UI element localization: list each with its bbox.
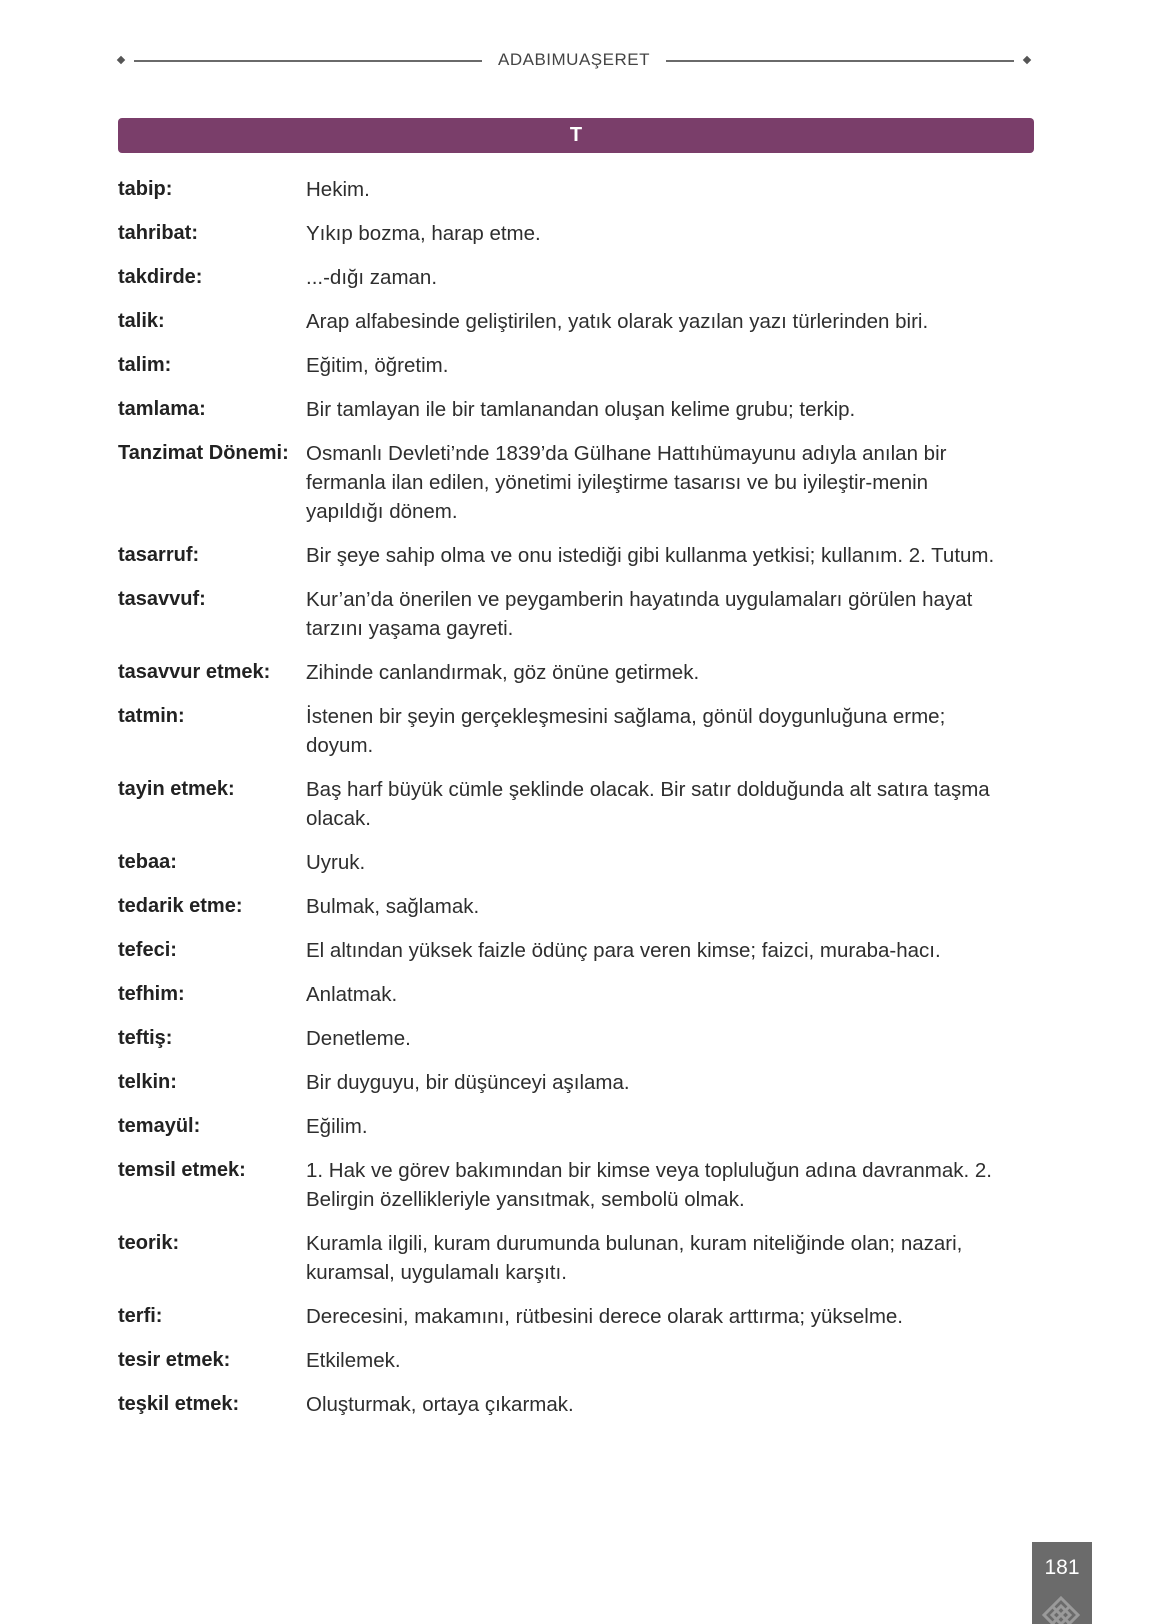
glossary-entry	[118, 351, 1018, 380]
glossary-entry	[118, 980, 1018, 1009]
entry-term: tasavvur etmek:	[118, 661, 271, 683]
entry-definition: Uyruk.	[306, 851, 366, 874]
glossary-entry	[118, 1024, 1018, 1053]
entry-definition: Etkilemek.	[306, 1349, 401, 1372]
glossary-entry	[118, 263, 1018, 292]
entry-term: tefhim:	[118, 983, 185, 1005]
entry-term: tasarruf:	[118, 544, 200, 566]
entry-term: tebaa:	[118, 851, 177, 873]
glossary-entry	[118, 1156, 1018, 1214]
entry-term: tayin etmek:	[118, 778, 235, 800]
entry-term: teftiş:	[118, 1027, 173, 1049]
knot-ornament-icon	[1042, 1596, 1080, 1624]
glossary-entry	[118, 395, 1018, 424]
glossary-entry	[118, 936, 1018, 965]
section-letter: T	[569, 124, 583, 146]
entry-term: temsil etmek:	[118, 1159, 246, 1181]
entry-definition: Denetleme.	[306, 1027, 411, 1050]
header-rule-left	[134, 60, 482, 62]
entry-term: terfi:	[118, 1305, 163, 1327]
entry-definition: Arap alfabesinde geliştirilen, yatık olarak yazılan yazı türlerinden biri.	[306, 310, 929, 333]
glossary-entry	[118, 439, 1018, 526]
glossary-entry	[118, 219, 1018, 248]
entry-term: talik:	[118, 310, 165, 332]
glossary-entry	[118, 775, 1018, 833]
entry-term: tasavvuf:	[118, 588, 206, 610]
entry-definition: Bir şeye sahip olma ve onu istediği gibi kullanma yetkisi; kullanım. 2. Tutum.	[306, 544, 995, 567]
entry-term: tefeci:	[118, 939, 177, 961]
entry-term: temayül:	[118, 1115, 201, 1137]
running-header	[118, 48, 1030, 72]
glossary-entry	[118, 1390, 1018, 1419]
entry-definition: Baş harf büyük cümle şeklinde olacak. Bir satır dolduğunda alt satıra taşma olacak.	[306, 778, 990, 830]
entry-term: Tanzimat Dönemi:	[118, 442, 289, 464]
glossary-entry	[118, 541, 1018, 570]
entry-term: talim:	[118, 354, 172, 376]
entry-definition: El altından yüksek faizle ödünç para veren kimse; faizci, muraba-hacı.	[306, 939, 941, 962]
entry-definition: İstenen bir şeyin gerçekleşmesini sağlama, gönül doygunluğuna erme; doyum.	[306, 705, 946, 757]
glossary-entry	[118, 175, 1018, 204]
glossary-entry	[118, 658, 1018, 687]
entry-definition: 1. Hak ve görev bakımından bir kimse veya topluluğun adına davranmak. 2. Belirgin özellikleriyle yansıtmak, sembolü olmak.	[306, 1159, 992, 1211]
glossary-entry	[118, 1068, 1018, 1097]
entry-term: tedarik etme:	[118, 895, 243, 917]
entry-term: teorik:	[118, 1232, 180, 1254]
entry-definition: Kur’an’da önerilen ve peygamberin hayatında uygulamaları görülen hayat tarzını yaşama gayreti.	[306, 588, 973, 640]
entry-definition: Eğitim, öğretim.	[306, 354, 449, 377]
entry-definition: Bir tamlayan ile bir tamlanandan oluşan kelime grubu; terkip.	[306, 398, 856, 421]
glossary-entry	[118, 585, 1018, 643]
entry-definition: Osmanlı Devleti’nde 1839’da Gülhane Hattıhümayunu adıyla anılan bir fermanla ilan edilen, yönetimi iyileştirme tasarısı ve bu iyileştir-menin yapıldığı dönem.	[306, 442, 947, 523]
header-rule-right	[666, 60, 1014, 62]
entry-definition: Bir duyguyu, bir düşünceyi aşılama.	[306, 1071, 630, 1094]
entry-term: tatmin:	[118, 705, 185, 727]
diamond-ornament-right	[1023, 56, 1031, 64]
glossary-entry	[118, 892, 1018, 921]
diamond-ornament-left	[117, 56, 125, 64]
entry-term: tesir etmek:	[118, 1349, 231, 1371]
entry-term: takdirde:	[118, 266, 203, 288]
section-letter-bar	[118, 118, 1034, 153]
entry-definition: Bulmak, sağlamak.	[306, 895, 480, 918]
entry-term: tahribat:	[118, 222, 198, 244]
entry-definition: Oluşturmak, ortaya çıkarmak.	[306, 1393, 574, 1416]
entry-term: telkin:	[118, 1071, 177, 1093]
glossary-entry	[118, 702, 1018, 760]
entry-definition: Zihinde canlandırmak, göz önüne getirmek.	[306, 661, 700, 684]
entry-definition: Eğilim.	[306, 1115, 368, 1138]
entry-term: tamlama:	[118, 398, 206, 420]
page-number: 181	[1044, 1556, 1080, 1579]
entry-definition: Kuramla ilgili, kuram durumunda bulunan, kuram niteliğinde olan; nazari, kuramsal, uygulamalı karşıtı.	[306, 1232, 963, 1284]
entry-definition: Hekim.	[306, 178, 370, 201]
glossary-entry	[118, 1302, 1018, 1331]
header-title: ADABIMUAŞERET	[498, 50, 650, 69]
glossary-entry	[118, 1112, 1018, 1141]
glossary-entry	[118, 1346, 1018, 1375]
page-number-tab	[1032, 1542, 1092, 1624]
entry-definition: Anlatmak.	[306, 983, 398, 1006]
entry-definition: ...-dığı zaman.	[306, 266, 438, 289]
glossary-entry	[118, 307, 1018, 336]
glossary-list	[118, 175, 1018, 1434]
entry-term: teşkil etmek:	[118, 1393, 240, 1415]
entry-definition: Yıkıp bozma, harap etme.	[306, 222, 541, 245]
entry-term: tabip:	[118, 178, 173, 200]
entry-definition: Derecesini, makamını, rütbesini derece olarak arttırma; yükselme.	[306, 1305, 904, 1328]
glossary-entry	[118, 848, 1018, 877]
glossary-entry	[118, 1229, 1018, 1287]
